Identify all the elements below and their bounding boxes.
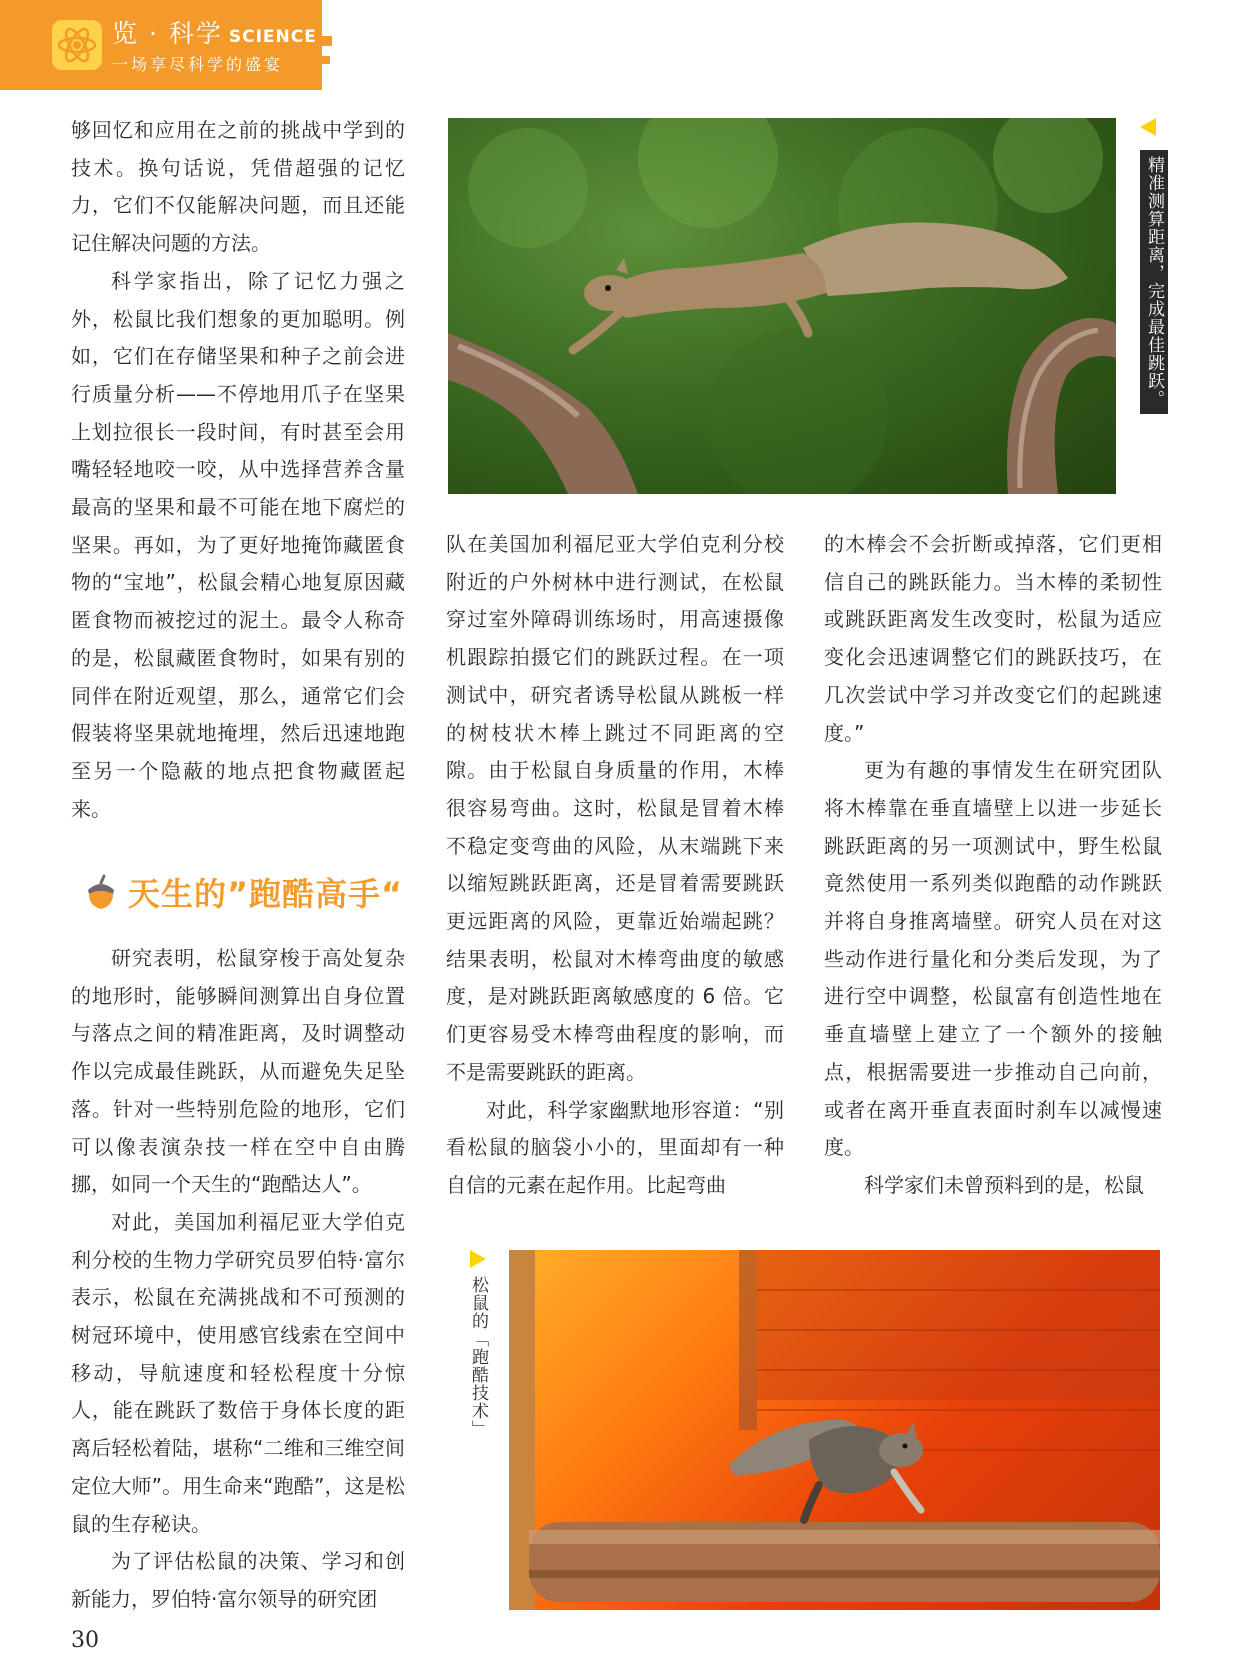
photo-caption: 松鼠的「跑酷技术」 bbox=[468, 1276, 488, 1438]
page-number: 30 bbox=[71, 1628, 99, 1653]
caption-triangle-icon bbox=[470, 1250, 486, 1268]
squirrel-log-photo bbox=[509, 1250, 1160, 1610]
paragraph: 研究表明，松鼠穿梭于高处复杂的地形时，能够瞬间测算出自身位置与落点之间的精准距离，及时调整动作以完成最佳跳跃，从而避免失足坠落。针对一些特别危险的地形，它们可以像表演杂技一样在空中自由腾挪，如同一个天生的“跑酷达人”。 bbox=[71, 946, 405, 1197]
header-title: 览 · 科学 SCIENCE bbox=[112, 19, 317, 48]
photo-caption: 精准测算距离，完成最佳跳跃。 bbox=[1140, 150, 1168, 414]
header-decor-square bbox=[322, 36, 332, 46]
header-science: SCIENCE bbox=[228, 27, 317, 47]
atom-icon bbox=[52, 20, 102, 70]
column-2 bbox=[446, 526, 784, 1205]
paragraph: 队在美国加利福尼亚大学伯克利分校附近的户外树林中进行测试，在松鼠穿过室外障碍训练场时，用高速摄像机跟踪拍摄它们的跳跃过程。在一项测试中，研究者诱导松鼠从跳板一样的树枝状木棒上跳过不同距离的空隙。由于松鼠自身质量的作用，木棒很容易弯曲。这时，松鼠是冒着木棒不稳定变弯曲的风险，从末端跳下来以缩短跳跃距离，还是冒着需要跳跃更远距离的风险，更靠近始端起跳？ 结果表明，松鼠对木棒弯曲度的敏感度，是对跳跃距离敏感度的 6 倍。它们更容易受木棒弯曲程度的影响，而不是需要跳跃的距离。 bbox=[446, 532, 784, 1084]
paragraph: 为了评估松鼠的决策、学习和创新能力，罗伯特·富尔领导的研究团 bbox=[71, 1549, 405, 1611]
header-slogan: 一场享尽科学的盛宴 bbox=[112, 55, 284, 74]
paragraph: 对此，科学家幽默地形容道：“别看松鼠的脑袋小小的，里面却有一种自信的元素在起作用。比起弯曲 bbox=[446, 1097, 784, 1197]
acorn-icon bbox=[80, 872, 122, 912]
paragraph: 够回忆和应用在之前的挑战中学到的技术。换句话说，凭借超强的记忆力，它们不仅能解决问题，而且还能记住解决问题的方法。 bbox=[71, 118, 405, 256]
header-decor-square bbox=[322, 56, 330, 64]
column-1-bottom bbox=[71, 940, 405, 1619]
column-3 bbox=[824, 526, 1162, 1205]
column-1-top bbox=[71, 112, 405, 828]
squirrel-leap-photo bbox=[448, 118, 1116, 494]
paragraph: 科学家指出，除了记忆力强之外，松鼠比我们想象的更加聪明。例如，它们在存储坚果和种子之前会进行质量分析——不停地用爪子在坚果上划拉很长一段时间，有时甚至会用嘴轻轻地咬一咬，从中选择营养含量最高的坚果和最不可能在地下腐烂的坚果。再如，为了更好地掩饰藏匿食物的“宝地”，松鼠会精心地复原因藏匿食物而被挖过的泥土。最令人称奇的是，松鼠藏匿食物时，如果有别的同伴在附近观望，那么，通常它们会假装将坚果就地掩埋，然后迅速地跑至另一个隐蔽的地点把食物藏匿起来。 bbox=[71, 268, 405, 821]
section-heading bbox=[80, 868, 420, 916]
paragraph: 对此，美国加利福尼亚大学伯克利分校的生物力学研究员罗伯特·富尔表示，松鼠在充满挑战和不可预测的树冠环境中，使用感官线索在空间中移动，导航速度和轻松程度十分惊人，能在跳跃了数倍于身体长度的距离后轻松着陆，堪称“二维和三维空间定位大师”。用生命来“跑酷”，这是松鼠的生存秘诀。 bbox=[71, 1209, 405, 1536]
paragraph: 更为有趣的事情发生在研究团队将木棒靠在垂直墙壁上以进一步延长跳跃距离的另一项测试中，野生松鼠竟然使用一系列类似跑酷的动作跳跃并将自身推离墙壁。研究人员在对这些动作进行量化和分类后发现，为了进行空中调整，松鼠富有创造性地在垂直墙壁上建立了一个额外的接触点，根据需要进一步推动自己向前，或者在离开垂直表面时刹车以减慢速度。 bbox=[824, 758, 1162, 1160]
paragraph: 科学家们未曾预料到的是，松鼠 bbox=[864, 1172, 1144, 1197]
paragraph: 的木棒会不会折断或掉落，它们更相信自己的跳跃能力。当木棒的柔韧性或跳跃距离发生改变时，松鼠为适应变化会迅速调整它们的跳跃技巧，在几次尝试中学习并改变它们的起跳速度。” bbox=[824, 532, 1162, 745]
caption-triangle-icon bbox=[1140, 118, 1156, 136]
section-title: 天生的”跑酷高手“ bbox=[128, 875, 404, 913]
